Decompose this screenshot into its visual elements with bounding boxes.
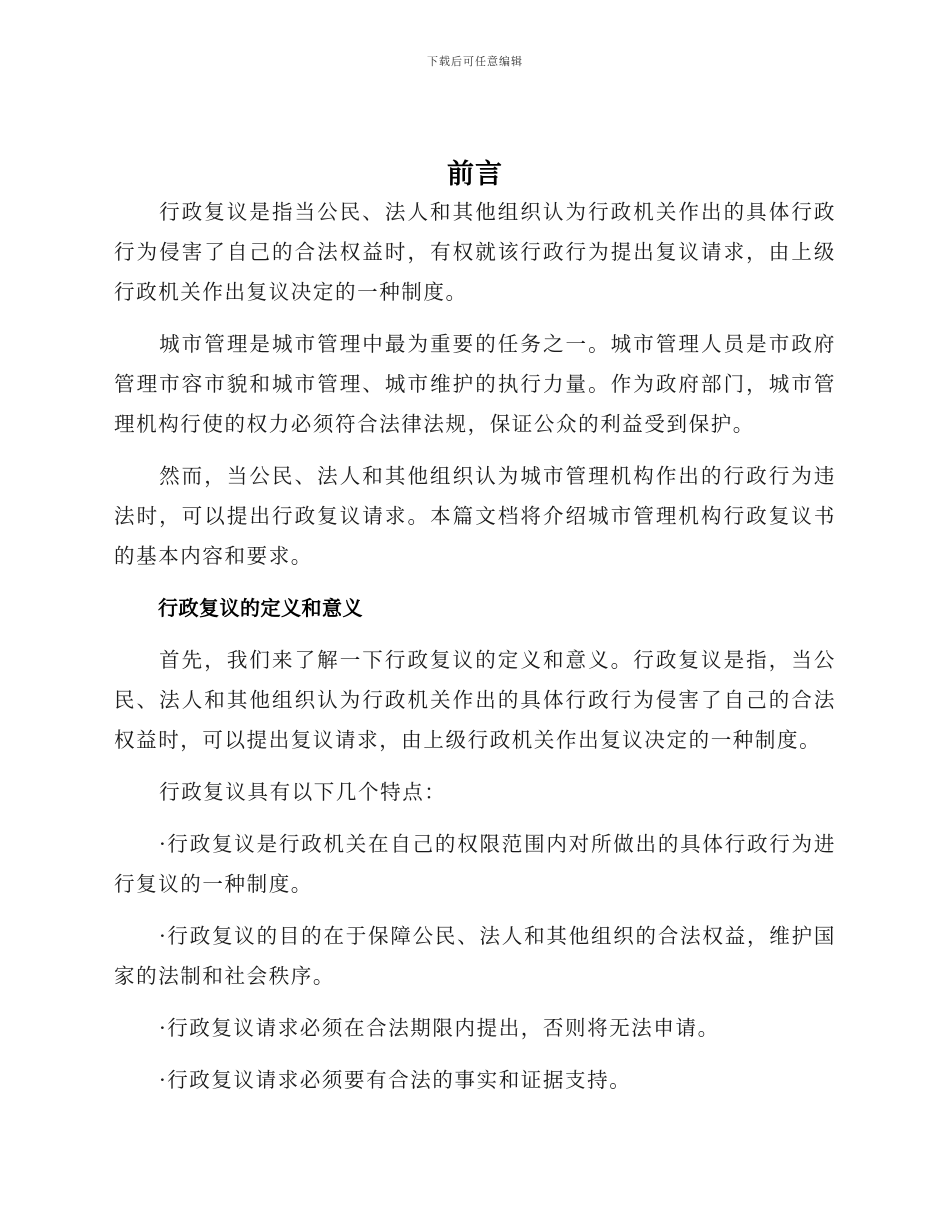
bullet-item-2: ·行政复议的目的在于保障公民、法人和其他组织的合法权益，维护国家的法制和社会秩序。	[114, 924, 836, 988]
section-heading: 行政复议的定义和意义	[158, 596, 363, 620]
intro-paragraph-2: 城市管理是城市管理中最为重要的任务之一。城市管理人员是市政府管理市容市貌和城市管理、城市维护的执行力量。作为政府部门，城市管理机构行使的权力必须符合法律法规，保证公众的利益受到保护。	[114, 332, 836, 436]
header-note: 下载后可任意编辑	[427, 55, 523, 68]
section-paragraph-2: 行政复议具有以下几个特点：	[159, 780, 447, 804]
page-title: 前言	[447, 159, 503, 190]
intro-paragraph-3: 然而，当公民、法人和其他组织认为城市管理机构作出的行政行为违法时，可以提出行政复议请求。本篇文档将介绍城市管理机构行政复议书的基本内容和要求。	[114, 464, 836, 568]
bullet-item-1: ·行政复议是行政机关在自己的权限范围内对所做出的具体行政行为进行复议的一种制度。	[114, 832, 836, 896]
bullet-item-3: ·行政复议请求必须在合法期限内提出，否则将无法申请。	[159, 1016, 720, 1040]
intro-paragraph-1: 行政复议是指当公民、法人和其他组织认为行政机关作出的具体行政行为侵害了自己的合法权益时，有权就该行政行为提出复议请求，由上级行政机关作出复议决定的一种制度。	[114, 200, 836, 304]
document-body	[114, 192, 836, 1112]
section-paragraph-1: 首先，我们来了解一下行政复议的定义和意义。行政复议是指，当公民、法人和其他组织认为行政机关作出的具体行政行为侵害了自己的合法权益时，可以提出复议请求，由上级行政机关作出复议决定的一种制度。	[114, 648, 836, 752]
bullet-item-4: ·行政复议请求必须要有合法的事实和证据支持。	[159, 1068, 632, 1092]
